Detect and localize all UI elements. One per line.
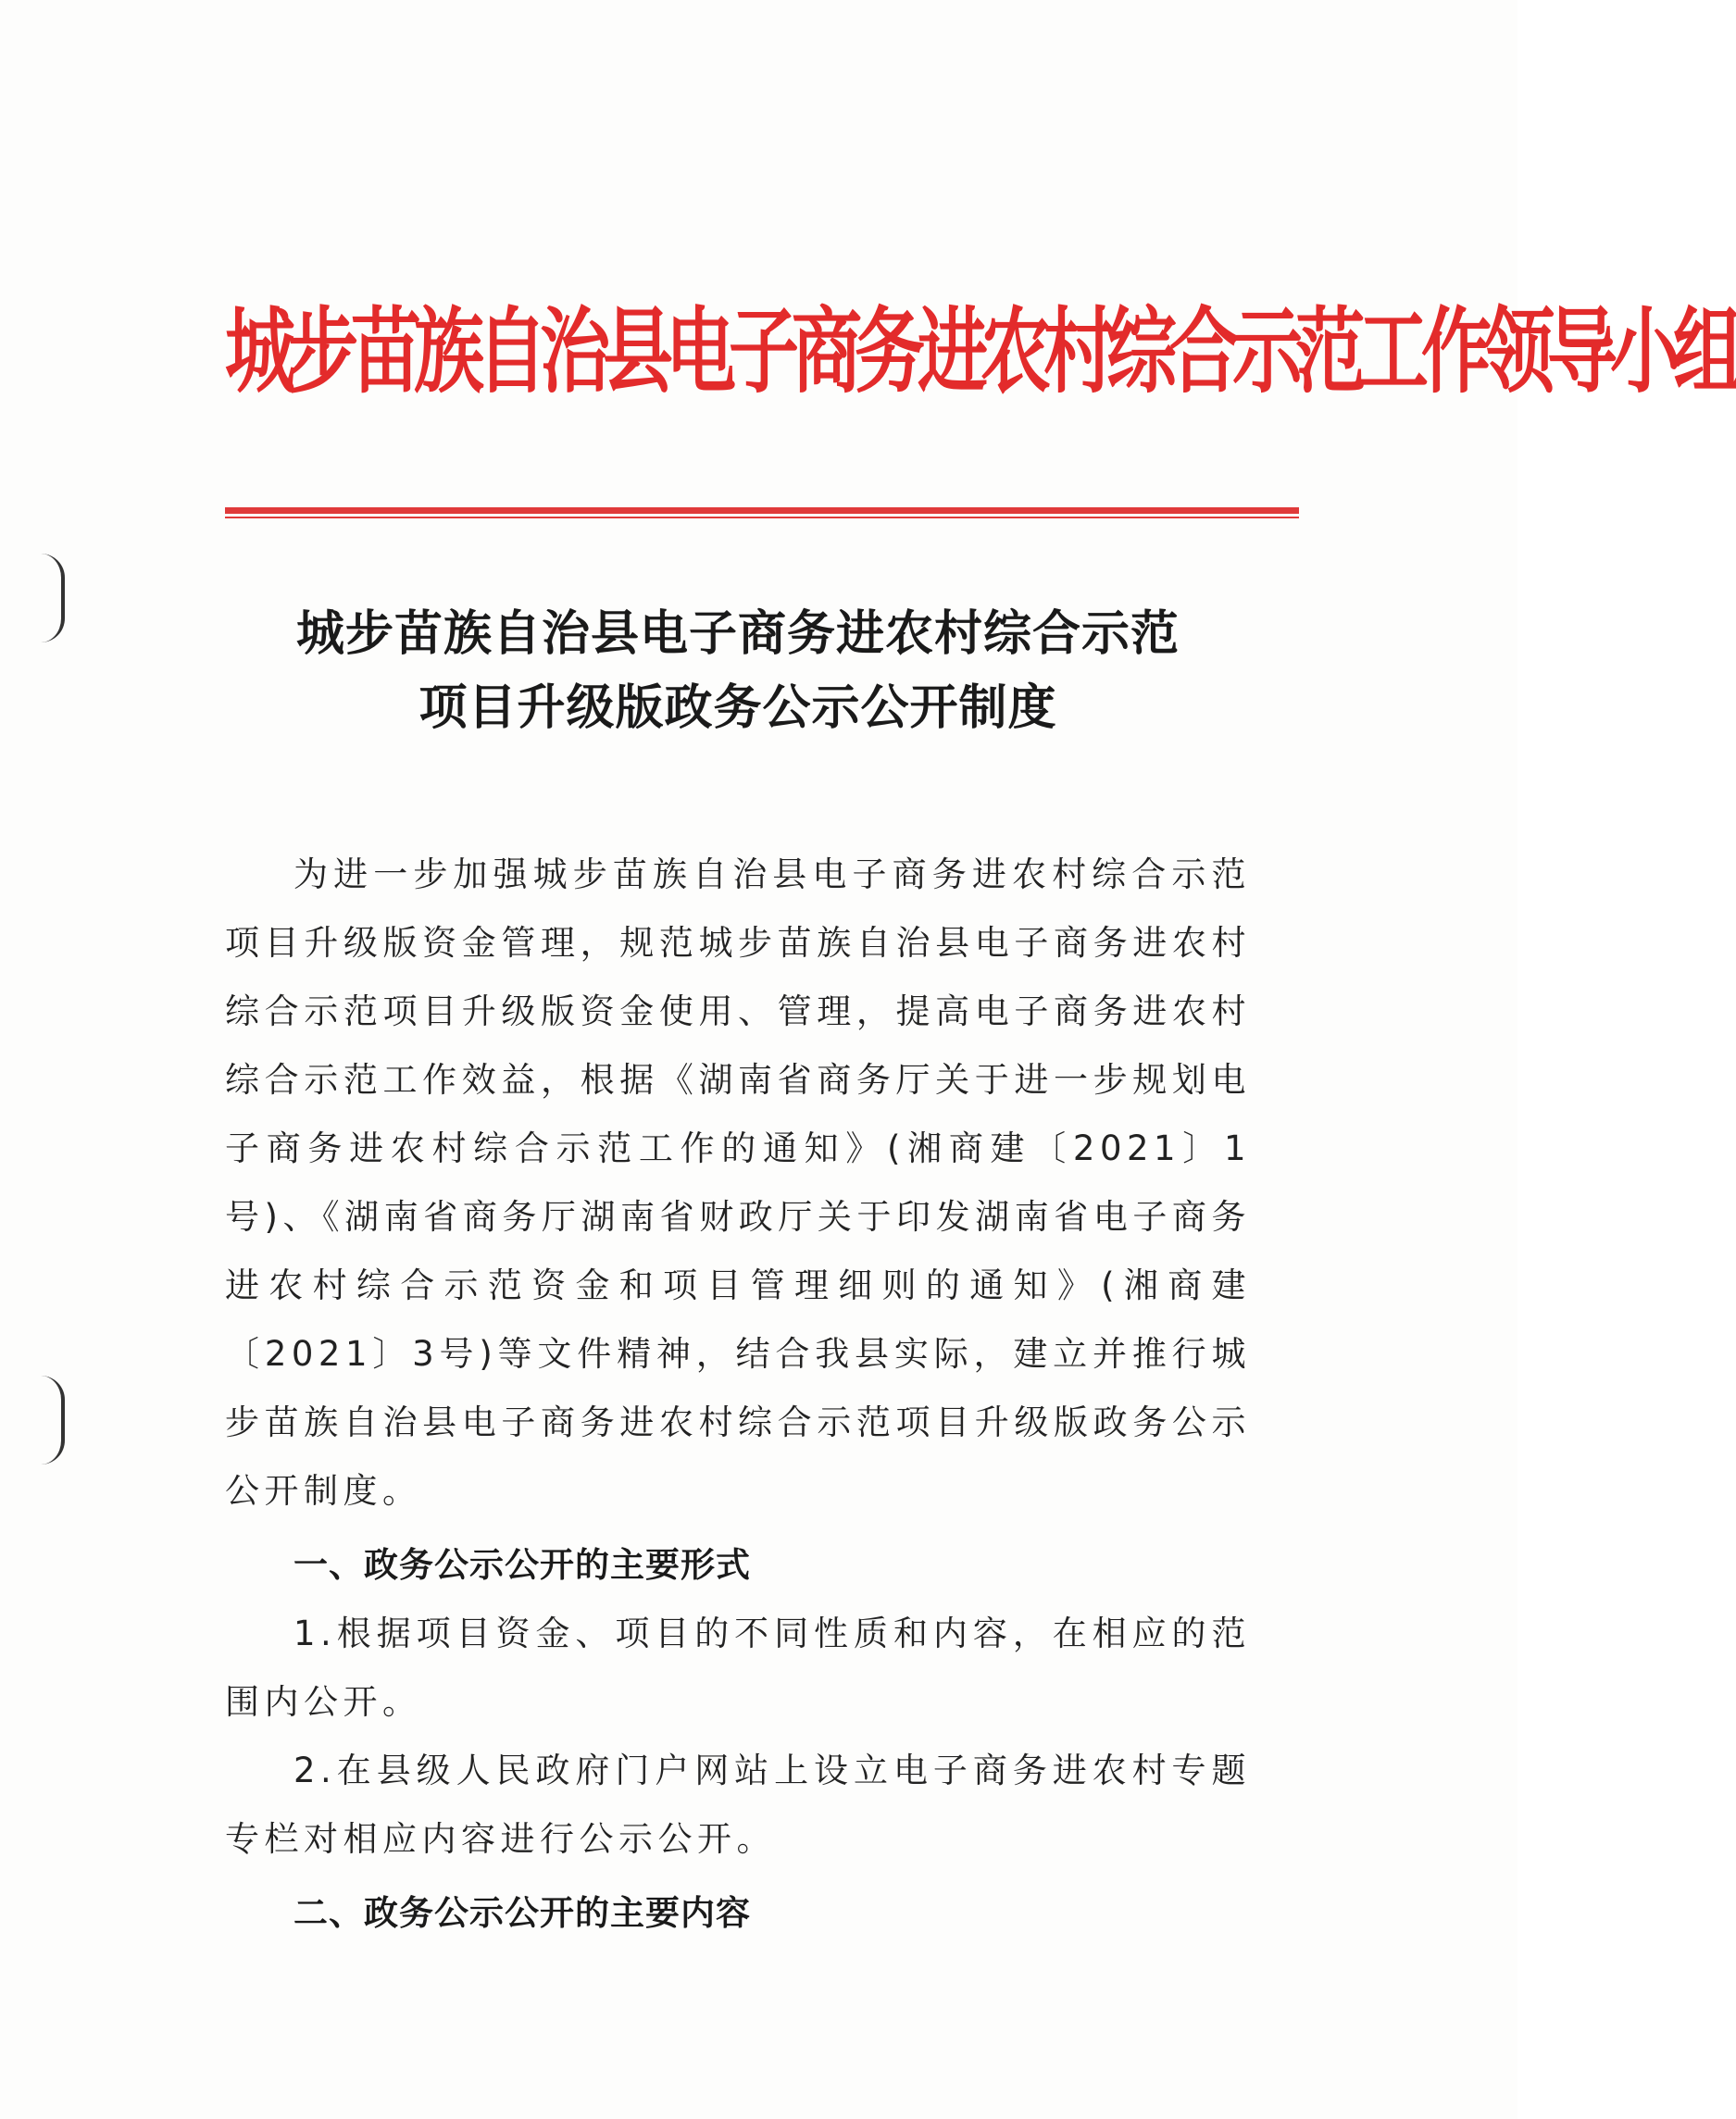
intro-paragraph: 为进一步加强城步苗族自治县电子商务进农村综合示范项目升级版资金管理，规范城步苗族自治县电子商务进农村综合示范项目升级版资金使用、管理，提高电子商务进农村综合示范工作效益，根据《湖南省商务厅关于进一步规划电子商务进农村综合示范工作的通知》(湘商建〔2021〕1号)、《湖南省商务厅湖南省财政厅关于印发湖南省电子商务进农村综合示范资金和项目管理细则的通知》(湘商建〔2021〕3号)等文件精神，结合我县实际，建立并推行城步苗族自治县电子商务进农村综合示范项目升级版政务公示公开制度。 [225,854,1251,1511]
section-heading-2: 二、政务公示公开的主要内容 [293,1893,751,1933]
binding-mark-top [41,554,65,642]
section-1-item-2: 2.在县级人民政府门户网站上设立电子商务进农村专题专栏对相应内容进行公示公开。 [225,1751,1251,1859]
document-title [225,597,1251,745]
document-body [225,841,1251,1948]
document-title-line-1: 城步苗族自治县电子商务进农村综合示范 [295,605,1180,662]
section-1-item-1: 1.根据项目资金、项目的不同性质和内容，在相应的范围内公开。 [225,1614,1251,1722]
binding-mark-bottom [41,1376,65,1465]
issuer-masthead: 城步苗族自治县电子商务进农村综合示范工作领导小组 [225,296,1736,406]
masthead-red-rule [225,507,1299,514]
section-heading-1: 一、政务公示公开的主要形式 [293,1545,751,1585]
document-title-line-2: 项目升级版政务公示公开制度 [418,679,1057,736]
